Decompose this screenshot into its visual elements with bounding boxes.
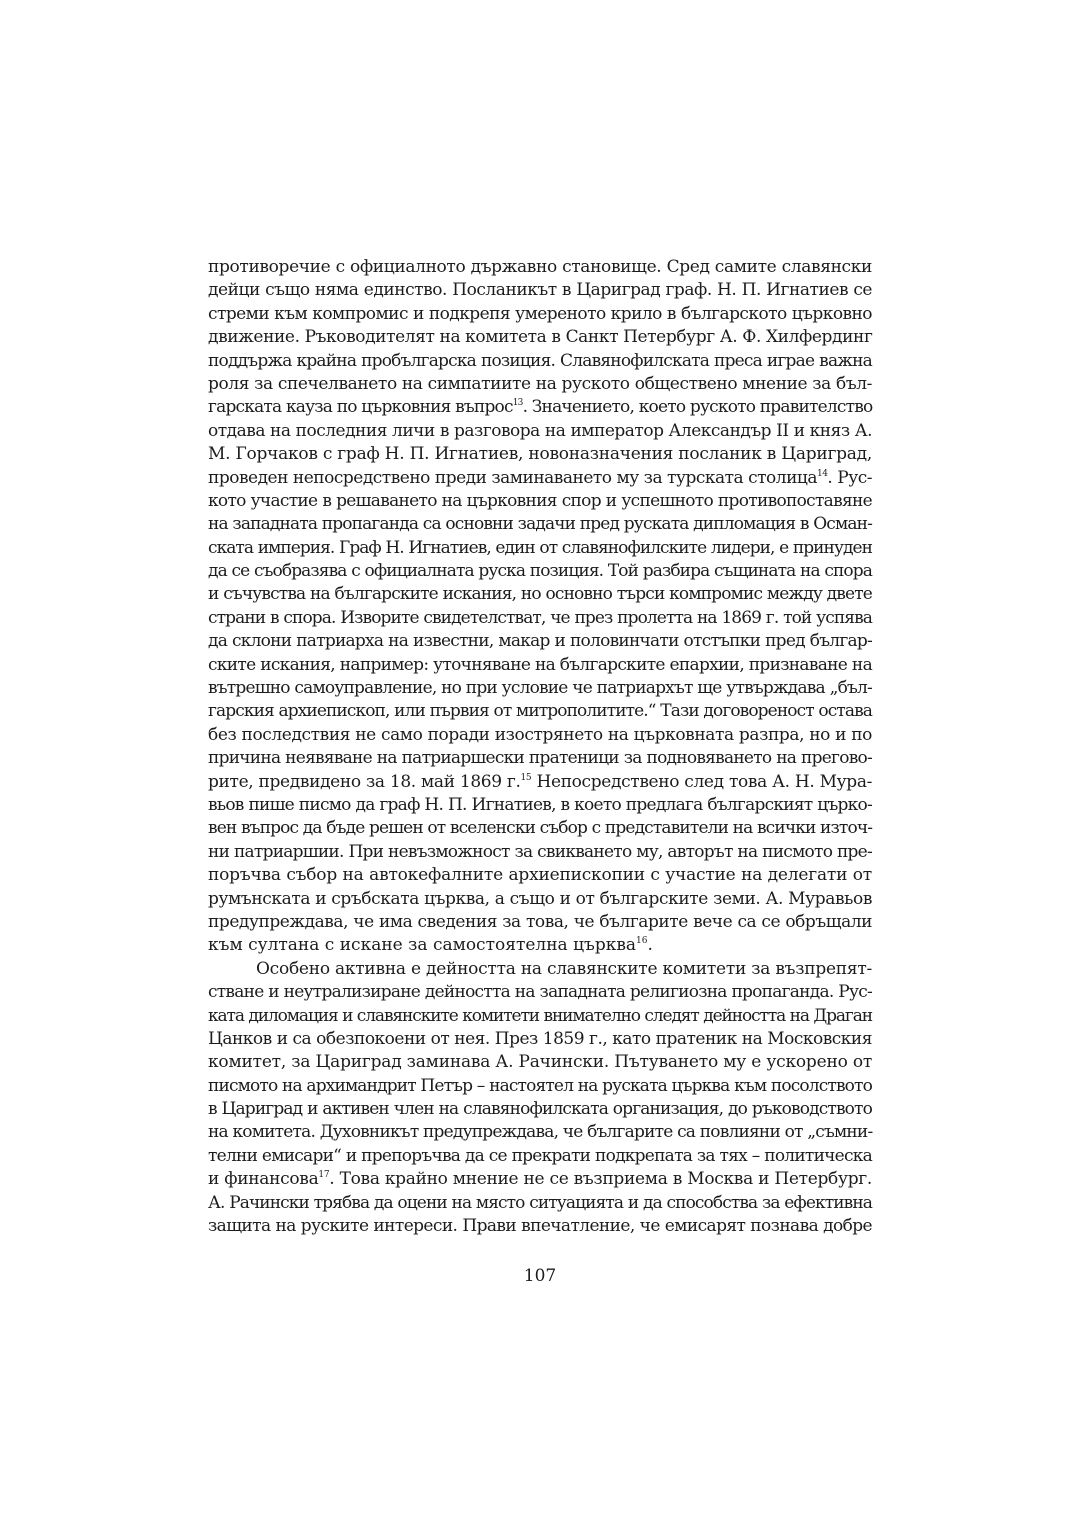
line-text: М. Горчаков с граф Н. П. Игнатиев, новоназначения посланик в Цариград, bbox=[208, 444, 872, 465]
text-line bbox=[208, 326, 872, 349]
line-text: ската империя. Граф Н. Игнатиев, един от славянофилските лидери, е принуден bbox=[208, 537, 872, 558]
line-text: в Цариград и активен член на славянофилската организация, до ръководството bbox=[208, 1099, 872, 1120]
body-text bbox=[208, 256, 872, 1238]
text-line bbox=[208, 630, 872, 653]
text-line bbox=[208, 1192, 872, 1215]
text-line bbox=[208, 467, 872, 490]
line-text-continued: . Рус- bbox=[827, 467, 872, 488]
line-text: да склони патриарха на известни, макар и половинчати отстъпки пред българ- bbox=[208, 631, 872, 652]
line-text: и съчувства на българските искания, но основно търси компромис между двете bbox=[208, 584, 872, 605]
text-line bbox=[208, 256, 872, 279]
line-text-continued: Непосредствено след това А. Н. Мура- bbox=[531, 771, 872, 792]
line-text: писмото на архимандрит Петър – настоятел на руската църква към посолството bbox=[208, 1075, 872, 1096]
line-text: поддържа крайна пробългарска позиция. Славянофилската преса играе важна bbox=[208, 350, 872, 371]
text-line bbox=[208, 794, 872, 817]
line-text: вьов пише писмо да граф Н. П. Игнатиев, в което предлага българският църко- bbox=[208, 794, 872, 815]
line-text-continued: . Значението, което руското правителство bbox=[522, 397, 873, 418]
line-text: да се съобразява с официалната руска позиция. Той разбира същината на спора bbox=[208, 561, 872, 582]
line-text: предупреждава, че има сведения за това, че българите вече са се обръщали bbox=[208, 911, 872, 932]
line-text: на западната пропаганда са основни задачи пред руската дипломация в Осман- bbox=[208, 514, 872, 535]
line-text: рите, предвидено за 18. май 1869 г. bbox=[208, 771, 521, 792]
footnote-ref: 13 bbox=[512, 398, 523, 409]
text-line bbox=[208, 1005, 872, 1028]
text-line bbox=[208, 607, 872, 630]
text-line bbox=[208, 888, 872, 911]
line-text: движение. Ръководителят на комитета в Санкт Петербург А. Ф. Хилфердинг bbox=[208, 327, 873, 348]
text-line bbox=[208, 981, 872, 1004]
line-text: защита на руските интереси. Прави впечатление, че емисарят познава добре bbox=[208, 1216, 872, 1237]
line-text-continued: . bbox=[647, 935, 653, 956]
text-line bbox=[208, 350, 872, 373]
text-line bbox=[208, 841, 872, 864]
line-text: ските искания, например: уточняване на българските епархии, признаване на bbox=[208, 654, 872, 675]
line-text: причина неявяване на патриаршески пратеници за подновяването на прегово- bbox=[208, 748, 872, 769]
text-line bbox=[208, 817, 872, 840]
line-text: гарската кауза по църковния въпрос bbox=[208, 397, 513, 418]
text-line bbox=[208, 1098, 872, 1121]
text-line bbox=[208, 934, 872, 957]
text-line bbox=[208, 490, 872, 513]
line-text: поръчва събор на автокефалните архиепископии с участие на делегати от bbox=[208, 865, 872, 886]
footnote-ref: 17 bbox=[318, 1170, 330, 1181]
text-line bbox=[208, 700, 872, 723]
text-line bbox=[208, 279, 872, 302]
line-text: без последствия не само поради изострянето на църковната разпра, но и по bbox=[208, 724, 872, 745]
text-line bbox=[208, 911, 872, 934]
text-line bbox=[208, 771, 872, 794]
line-text: проведен непосредствено преди заминаването му за турската столица bbox=[208, 467, 817, 488]
line-text: ката диломация и славянските комитети внимателно следят дейността на Драган bbox=[208, 1005, 872, 1026]
text-line bbox=[208, 1028, 872, 1051]
text-line bbox=[208, 583, 872, 606]
line-text: комитет, за Цариград заминава А. Рачински. Пътуването му е ускорено от bbox=[208, 1052, 873, 1073]
text-line bbox=[208, 396, 872, 419]
text-line bbox=[208, 724, 872, 747]
text-line bbox=[208, 958, 872, 981]
line-text: румънската и сръбската църква, а също и от българските земи. А. Муравьов bbox=[208, 888, 872, 909]
text-line bbox=[208, 1075, 872, 1098]
line-text: стване и неутрализиране дейността на западната религиозна пропаганда. Рус- bbox=[208, 982, 872, 1003]
text-line bbox=[208, 303, 872, 326]
line-text: вен въпрос да бъде решен от вселенски събор с представители на всички източ- bbox=[208, 818, 873, 839]
text-line bbox=[208, 1145, 872, 1168]
footnote-ref: 15 bbox=[520, 772, 532, 783]
text-line bbox=[208, 443, 872, 466]
line-text: страни в спора. Изворите свидетелстват, че през пролетта на 1869 г. той успява bbox=[208, 607, 872, 628]
line-text: и финансова bbox=[208, 1169, 319, 1190]
text-line bbox=[208, 373, 872, 396]
text-line bbox=[208, 513, 872, 536]
text-line bbox=[208, 560, 872, 583]
text-line bbox=[208, 677, 872, 700]
line-text: на комитета. Духовникът предупреждава, че българите са повлияни от „съмни- bbox=[208, 1122, 873, 1143]
line-text: роля за спечелването на симпатиите на руското обществено мнение за бъл- bbox=[208, 373, 872, 394]
page-number: 107 bbox=[523, 1266, 557, 1286]
text-line bbox=[208, 864, 872, 887]
line-text: отдава на последния личи в разговора на император Александър II и княз А. bbox=[208, 420, 872, 441]
footnote-ref: 14 bbox=[816, 468, 828, 479]
line-text: А. Рачински трябва да оцени на място ситуацията и да способства за ефективна bbox=[208, 1192, 872, 1213]
footnote-ref: 16 bbox=[636, 936, 648, 947]
line-text: вътрешно самоуправление, но при условие че патриархът ще утвърждава „бъл- bbox=[208, 678, 872, 699]
text-line bbox=[208, 537, 872, 560]
text-line bbox=[208, 420, 872, 443]
text-line bbox=[208, 1051, 872, 1074]
line-text: противоречие с официалното държавно становище. Сред самите славянски bbox=[208, 257, 872, 277]
text-line bbox=[208, 654, 872, 677]
line-text: ни патриаршии. При невъзможност за свикването му, авторът на писмото пре- bbox=[208, 841, 872, 862]
line-text: Особено активна е дейността на славянските комитети за възпрепят- bbox=[256, 958, 872, 979]
line-text: телни емисари“ и препоръчва да се прекрати подкрепата за тях – политическа bbox=[208, 1145, 872, 1166]
line-text-continued: . Това крайно мнение не се възприема в Москва и Петербург. bbox=[329, 1169, 872, 1190]
line-text: стреми към компромис и подкрепя умереното крило в българското църковно bbox=[208, 303, 872, 324]
line-text: към султана с искане за самостоятелна църква bbox=[208, 935, 637, 956]
line-text: кото участие в решаването на църковния спор и успешното противопоставяне bbox=[208, 490, 872, 511]
line-text: гарския архиепископ, или първия от митрополитите.“ Тази договореност остава bbox=[208, 701, 872, 722]
text-line bbox=[208, 1168, 872, 1191]
line-text: Цанков и са обезпокоени от нея. През 1859 г., като пратеник на Московския bbox=[208, 1028, 872, 1049]
text-line bbox=[208, 1215, 872, 1238]
line-text: дейци също няма единство. Посланикът в Цариград граф. Н. П. Игнатиев се bbox=[208, 280, 872, 301]
text-line bbox=[208, 1121, 872, 1144]
text-line bbox=[208, 747, 872, 770]
